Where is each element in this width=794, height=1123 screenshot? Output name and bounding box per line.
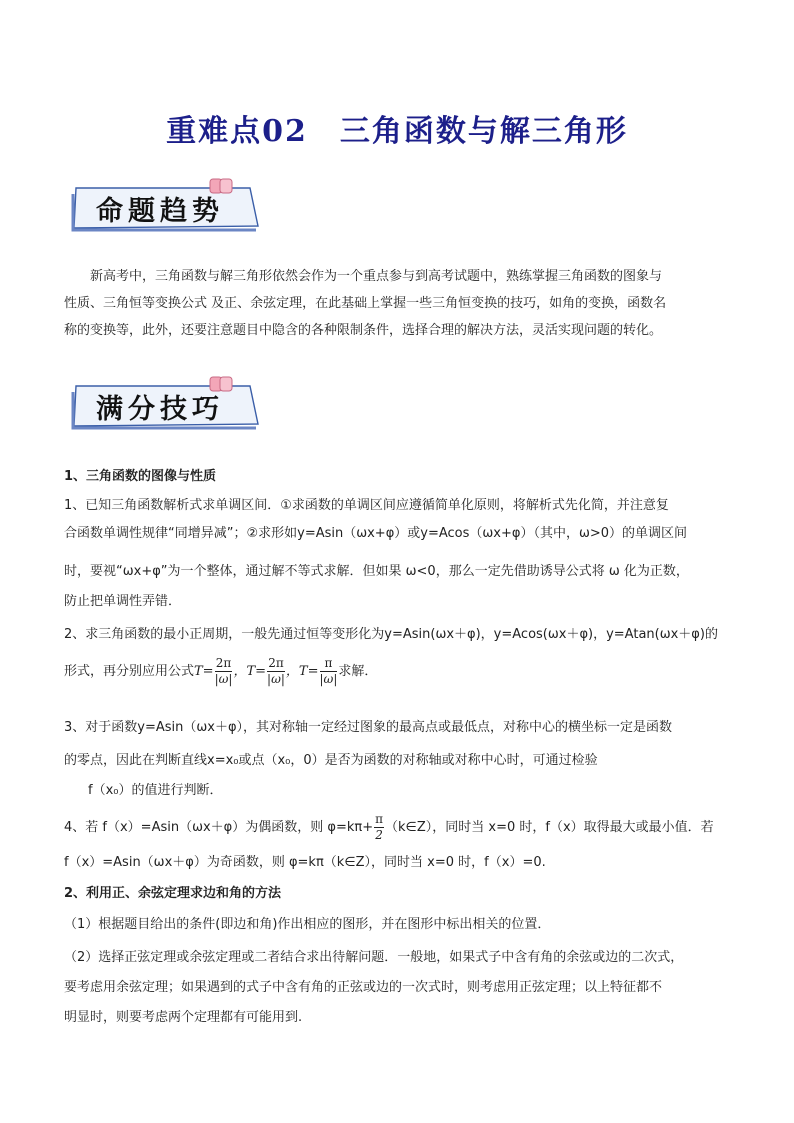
body-line: 的零点，因此在判断直线x=x₀或点（x₀，0）是否为函数的对称轴或对称中心时，可通过检验 [64, 753, 598, 768]
fraction-numerator: π [375, 812, 383, 826]
body-line: f（x₀）的值进行判断． [88, 783, 223, 798]
section-heading: 2、利用正、余弦定理求边和角的方法 [64, 886, 282, 901]
fraction [320, 656, 338, 687]
formula-line [64, 812, 744, 843]
body-line: 1、已知三角函数解析式求单调区间．①求函数的单调区间应遵循简单化原则，将解析式先化简，并注意复 [64, 498, 669, 513]
body-line: 3、对于函数y=Asin（ωx＋φ），其对称轴一定经过图象的最高点或最低点，对称中心的横坐标一定是函数 [64, 720, 673, 735]
fraction-numerator: π [320, 656, 338, 672]
fraction [267, 656, 285, 687]
body-line: 要考虑用余弦定理；如果遇到的式子中含有角的正弦或边的一次式时，则考虑用正弦定理；以上特征都不 [64, 980, 663, 995]
formula-line [64, 656, 744, 687]
fraction-numerator: 2π [268, 656, 284, 670]
text-span: 形式，再分别应用公式 [64, 664, 195, 679]
text-span: 4、若 f（x）=Asin（ωx＋φ）为偶函数，则 φ=kπ+ [64, 820, 374, 835]
section-heading: 1、三角函数的图像与性质 [64, 469, 217, 484]
fraction-denominator: |ω| [214, 672, 233, 686]
body-line: 防止把单调性弄错． [64, 594, 182, 609]
intro-paragraph [64, 263, 730, 344]
body-line: 2、求三角函数的最小正周期，一般先通过恒等变形化为y=Asin(ωx＋φ)，y=Acos(ωx＋φ)，y=Atan(ωx＋φ)的 [64, 627, 718, 642]
section-banner-trend [70, 178, 262, 234]
body-line: （2）选择正弦定理或余弦定理或二者结合求出待解问题．一般地，如果式子中含有角的余弦或边的二次式， [64, 950, 684, 965]
body-line: 时，要视“ωx+φ”为一个整体，通过解不等式求解．但如果 ω<0，那么一定先借助诱导公式将 ω 化为正数， [64, 564, 689, 579]
fraction-numerator: 2π [215, 656, 232, 670]
body-line: （1）根据题目给出的条件(即边和角)作出相应的图形，并在图形中标出相关的位置． [64, 917, 551, 932]
banner-label: 满分技巧 [96, 394, 224, 425]
formula-label: T= [194, 664, 214, 679]
formula-label: ，T= [233, 664, 267, 679]
text-span: 求解． [338, 664, 378, 679]
fraction [374, 812, 384, 843]
fraction-denominator: |ω| [319, 672, 338, 686]
text-span: （k∈Z），同时当 x=0 时，f（x）取得最大或最小值．若 [384, 820, 714, 835]
formula-label: ，T= [285, 664, 319, 679]
body-line: f（x）=Asin（ωx＋φ）为奇函数，则 φ=kπ（k∈Z），同时当 x=0 时，f（x）=0. [64, 855, 546, 870]
intro-line: 称的变换等，此外，还要注意题目中隐含的各种限制条件，选择合理的解决方法，灵活实现问题的转化。 [64, 323, 663, 338]
page-title: 重难点02 三角函数与解三角形 [166, 114, 628, 149]
fraction [215, 656, 233, 687]
intro-line: 新高考中，三角函数与解三角形依然会作为一个重点参与到高考试题中，熟练掌握三角函数的图象与 [90, 269, 663, 284]
banner-label: 命题趋势 [96, 196, 224, 227]
body-line: 合函数单调性规律“同增异减”；②求形如y=Asin（ωx+φ）或y=Acos（ωx+φ）（其中，ω>0）的单调区间 [64, 526, 687, 541]
fraction-denominator: |ω| [267, 672, 285, 686]
intro-line: 性质、三角恒等变换公式 及正、余弦定理，在此基础上掌握一些三角恒变换的技巧，如角的变换，函数名 [64, 296, 667, 311]
section-banner-skills [70, 376, 262, 432]
body-line: 明显时，则要考虑两个定理都有可能用到. [64, 1010, 303, 1025]
fraction-denominator: 2 [375, 828, 383, 842]
